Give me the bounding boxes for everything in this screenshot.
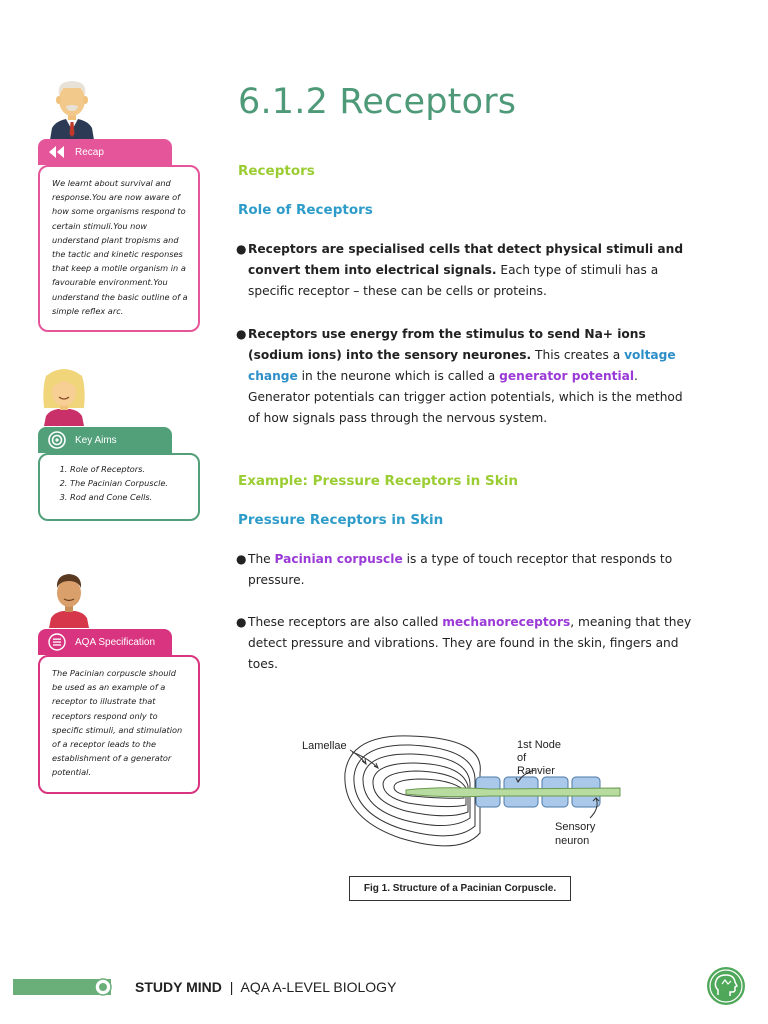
footer-brand: STUDY MIND	[135, 979, 222, 995]
spec-header	[38, 629, 172, 655]
axon-core	[406, 788, 620, 797]
body-text: . Generator potentials can trigger action potentials, which is the method of how signals pass through the nervous system.	[248, 369, 683, 425]
body-text: , meaning that they detect pressure and vibrations. They are found in the skin, fingers and toes.	[248, 615, 692, 671]
target-icon	[47, 430, 67, 450]
key-aims-header	[38, 427, 172, 453]
bullet-mechanoreceptors	[236, 612, 696, 675]
label-node-line2: of	[517, 752, 527, 764]
bold-text: Receptors are specialised cells that detect physical stimuli and convert them into electrical signals.	[248, 242, 684, 277]
bullet-dot: ●	[236, 615, 247, 629]
spec-label: AQA Specification	[75, 636, 156, 648]
label-node-line1: 1st Node	[517, 739, 562, 751]
footer-text	[135, 979, 396, 995]
footer-course: AQA A-LEVEL BIOLOGY	[240, 979, 397, 995]
list-icon	[47, 632, 67, 652]
teacher-avatar	[46, 78, 98, 140]
section-heading-example: Example: Pressure Receptors in Skin	[238, 473, 518, 489]
body-text: These receptors are also called	[248, 615, 443, 629]
spec-text: The Pacinian corpuscle should be used as an example of a receptor to illustrate that receptors respond only to specific stimuli, and stimulation of a receptor leads to the establishment of a generator potential.	[52, 668, 183, 778]
recap-text: We learnt about survival and response.You are now aware of how some organisms respond to certain stimuli.You now understand plant tropisms and the tactic and kinetic responses that keep a motile organism in a favourable environment.You understand the basic outline of a simple reflex arc.	[52, 178, 188, 316]
figure-caption: Fig 1. Structure of a Pacinian Corpuscle.	[349, 876, 571, 901]
label-sensory-line2: neuron	[555, 835, 590, 847]
bold-text: Receptors use energy from the stimulus to send Na+ ions (sodium ions) into the sensory neurones.	[248, 327, 646, 362]
label-sensory-line1: Sensory	[555, 821, 596, 833]
key-aim-item: 2. The Pacinian Corpuscle.	[70, 476, 190, 490]
key-aims-box	[38, 453, 200, 521]
key-aim-item: 1. Role of Receptors.	[70, 462, 190, 476]
bullet-receptors-energy	[236, 324, 696, 429]
body-text: The	[248, 552, 275, 566]
bullet-receptors-definition	[236, 239, 696, 302]
bullet-pacinian	[236, 549, 696, 591]
key-aims-label: Key Aims	[75, 434, 117, 446]
keyword-generator-potential: generator potential	[499, 369, 635, 383]
bullet-dot: ●	[236, 552, 247, 566]
label-node-line3: Ranvier	[517, 765, 555, 777]
recap-box	[38, 165, 200, 332]
section-heading-receptors: Receptors	[238, 163, 315, 179]
page-title: 6.1.2 Receptors	[238, 82, 517, 122]
brain-head-icon	[706, 966, 746, 1006]
keyword-mechanoreceptors: mechanoreceptors	[442, 615, 571, 629]
rewind-icon	[47, 142, 67, 162]
key-aims-list	[52, 462, 190, 505]
body-text: This creates a	[531, 348, 625, 362]
footer-target-icon	[94, 978, 112, 996]
keyword-pacinian-corpuscle: Pacinian corpuscle	[274, 552, 403, 566]
body-text: is a type of touch receptor that responds to pressure.	[248, 552, 673, 587]
bullet-dot: ●	[236, 242, 247, 256]
spec-box	[38, 655, 200, 794]
recap-header	[38, 139, 172, 165]
bullet-dot: ●	[236, 327, 247, 341]
student-avatar-girl	[40, 368, 88, 426]
pacinian-corpuscle-diagram	[290, 728, 630, 858]
keyword-voltage-change: voltage change	[248, 348, 676, 383]
subheading-role-of-receptors: Role of Receptors	[238, 202, 373, 218]
body-text: in the neurone which is called a	[297, 369, 500, 383]
key-aim-item: 3. Rod and Cone Cells.	[70, 490, 190, 504]
student-avatar-boy	[46, 570, 92, 628]
recap-label: Recap	[75, 146, 104, 158]
subheading-pressure-receptors: Pressure Receptors in Skin	[238, 512, 444, 528]
footer-separator: |	[229, 979, 234, 995]
label-lamellae: Lamellae	[302, 740, 347, 752]
body-text: Each type of stimuli has a specific receptor – these can be cells or proteins.	[248, 263, 659, 298]
